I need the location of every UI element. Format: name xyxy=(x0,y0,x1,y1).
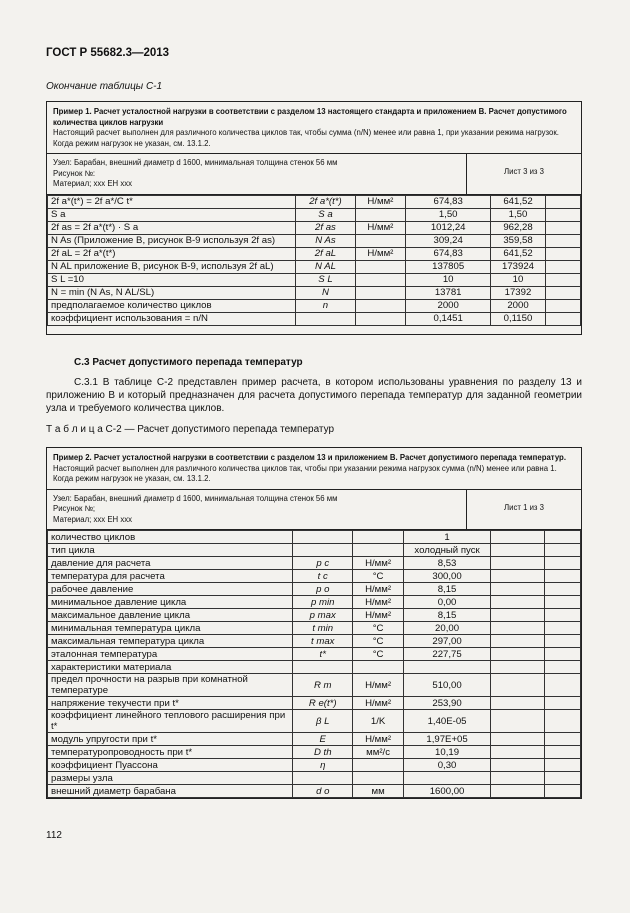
row-value-1: 674,83 xyxy=(405,195,491,208)
row-value: 1,40E-05 xyxy=(403,710,491,733)
row-empty xyxy=(491,697,545,710)
row-empty xyxy=(545,247,580,260)
row-unit xyxy=(353,661,403,674)
row-symbol xyxy=(296,312,356,325)
row-unit xyxy=(353,544,403,557)
row-empty xyxy=(491,544,545,557)
row-value: холодный пуск xyxy=(403,544,491,557)
table-row xyxy=(48,697,581,710)
row-value: 1600,00 xyxy=(403,785,491,798)
row-value: 1,97E+05 xyxy=(403,733,491,746)
row-label: 2f as = 2f a*(t*) · S a xyxy=(48,221,296,234)
table-row xyxy=(48,596,581,609)
row-unit: мм xyxy=(353,785,403,798)
row-symbol: p min xyxy=(293,596,353,609)
row-value-1: 1,50 xyxy=(405,208,491,221)
row-unit xyxy=(355,286,405,299)
row-unit xyxy=(355,299,405,312)
example1-meta-line: Узел: Барабан, внешний диаметр d 1600, минимальная толщина стенок 56 мм xyxy=(53,158,338,167)
row-unit xyxy=(353,531,403,544)
row-empty xyxy=(544,544,580,557)
row-value xyxy=(403,772,491,785)
table-row xyxy=(48,622,581,635)
row-empty xyxy=(545,299,580,312)
row-value-2: 0,1150 xyxy=(491,312,545,325)
row-empty xyxy=(544,622,580,635)
row-unit: Н/мм² xyxy=(355,247,405,260)
row-value-1: 309,24 xyxy=(405,234,491,247)
row-empty xyxy=(491,710,545,733)
row-label: предполагаемое количество циклов xyxy=(48,299,296,312)
row-value-1: 137805 xyxy=(405,260,491,273)
row-symbol: t max xyxy=(293,635,353,648)
row-label: модуль упругости при t* xyxy=(48,733,293,746)
row-empty xyxy=(544,635,580,648)
row-unit: Н/мм² xyxy=(353,733,403,746)
row-empty xyxy=(545,234,580,247)
row-symbol: S a xyxy=(296,208,356,221)
row-label: коэффициент линейного теплового расширения при t* xyxy=(48,710,293,733)
table-continuation-label: Окончание таблицы С-1 xyxy=(46,81,163,92)
row-value-1: 10 xyxy=(405,273,491,286)
row-label: максимальное давление цикла xyxy=(48,609,293,622)
row-value-1: 13781 xyxy=(405,286,491,299)
row-label: 2f aL = 2f a*(t*) xyxy=(48,247,296,260)
row-empty xyxy=(545,273,580,286)
row-empty xyxy=(544,609,580,622)
table-row xyxy=(48,273,581,286)
table-row xyxy=(48,234,581,247)
row-unit: Н/мм² xyxy=(353,583,403,596)
row-symbol: p c xyxy=(293,557,353,570)
example2-header xyxy=(47,448,581,490)
row-label: температуропроводность при t* xyxy=(48,746,293,759)
page-header: ГОСТ Р 55682.3—2013 xyxy=(46,47,170,59)
row-symbol: 2f as xyxy=(296,221,356,234)
section-title: С.3 Расчет допустимого перепада температур xyxy=(74,357,303,368)
row-unit xyxy=(355,312,405,325)
row-label: рабочее давление xyxy=(48,583,293,596)
row-unit: °С xyxy=(353,635,403,648)
example1-meta xyxy=(47,154,581,195)
row-symbol: R m xyxy=(293,674,353,697)
row-value: 227,75 xyxy=(403,648,491,661)
row-symbol xyxy=(293,544,353,557)
row-value: 20,00 xyxy=(403,622,491,635)
example1-table xyxy=(47,195,581,326)
row-unit: Н/мм² xyxy=(353,557,403,570)
row-symbol: R e(t*) xyxy=(293,697,353,710)
row-unit: Н/мм² xyxy=(353,674,403,697)
row-empty xyxy=(491,570,545,583)
example2-description: Настоящий расчет выполнен для различного количества циклов так, чтобы при указании режима нагрузок сумма (n/N) менее или равна 1. Когда режим нагрузок не указан, см. 13.1.2. xyxy=(53,463,557,483)
row-value: 8,15 xyxy=(403,609,491,622)
example1-header xyxy=(47,102,581,154)
row-empty xyxy=(491,531,545,544)
row-symbol: η xyxy=(293,759,353,772)
row-symbol: 2f a*(t*) xyxy=(296,195,356,208)
row-value: 10,19 xyxy=(403,746,491,759)
row-label: давление для расчета xyxy=(48,557,293,570)
row-unit: °С xyxy=(353,570,403,583)
table-row xyxy=(48,733,581,746)
row-empty xyxy=(544,772,580,785)
row-value: 8,15 xyxy=(403,583,491,596)
row-symbol: D th xyxy=(293,746,353,759)
row-label: N As (Приложение В, рисунок В-9 используя 2f as) xyxy=(48,234,296,247)
row-symbol: E xyxy=(293,733,353,746)
row-symbol xyxy=(293,772,353,785)
row-value: 0,00 xyxy=(403,596,491,609)
row-empty xyxy=(544,733,580,746)
row-label: коэффициент Пуассона xyxy=(48,759,293,772)
row-symbol: 2f aL xyxy=(296,247,356,260)
row-label: N = min (N As, N AL/SL) xyxy=(48,286,296,299)
row-empty xyxy=(491,733,545,746)
row-empty xyxy=(545,208,580,221)
row-value-2: 641,52 xyxy=(491,195,545,208)
row-empty xyxy=(491,648,545,661)
row-label: 2f a*(t*) = 2f a*/C t* xyxy=(48,195,296,208)
row-empty xyxy=(544,746,580,759)
row-empty xyxy=(545,221,580,234)
example2-table xyxy=(47,530,581,798)
row-unit: Н/мм² xyxy=(355,221,405,234)
row-symbol: t* xyxy=(293,648,353,661)
row-empty xyxy=(544,710,580,733)
row-empty xyxy=(544,583,580,596)
table-row xyxy=(48,648,581,661)
row-unit xyxy=(355,260,405,273)
row-label: температура для расчета xyxy=(48,570,293,583)
row-label: S L =10 xyxy=(48,273,296,286)
row-empty xyxy=(491,596,545,609)
row-label: эталонная температура xyxy=(48,648,293,661)
example2-sheet: Лист 1 из 3 xyxy=(503,502,545,512)
example2-frame xyxy=(46,447,582,799)
row-value-2: 641,52 xyxy=(491,247,545,260)
row-unit xyxy=(353,772,403,785)
table-row xyxy=(48,674,581,697)
row-label: количество циклов xyxy=(48,531,293,544)
row-unit: 1/K xyxy=(353,710,403,733)
example2-meta-line: Рисунок №; xyxy=(53,504,96,513)
row-empty xyxy=(491,746,545,759)
row-empty xyxy=(544,785,580,798)
row-value: 8,53 xyxy=(403,557,491,570)
example1-frame xyxy=(46,101,582,335)
table-row xyxy=(48,583,581,596)
row-empty xyxy=(491,609,545,622)
table-row xyxy=(48,221,581,234)
row-empty xyxy=(491,772,545,785)
row-symbol: p max xyxy=(293,609,353,622)
row-value-2: 962,28 xyxy=(491,221,545,234)
row-value-2: 17392 xyxy=(491,286,545,299)
row-value: 1 xyxy=(403,531,491,544)
example1-title: Пример 1. Расчет усталостной нагрузки в соответствии с разделом 13 настоящего стандарта и приложением В. Расчет допустимого количества циклов нагрузки xyxy=(53,107,567,127)
row-unit xyxy=(355,273,405,286)
row-value-2: 359,58 xyxy=(491,234,545,247)
row-label: N AL приложение В, рисунок В-9, используя 2f aL) xyxy=(48,260,296,273)
row-symbol: N xyxy=(296,286,356,299)
example2-meta xyxy=(47,490,581,531)
table-row xyxy=(48,195,581,208)
example1-meta-line: Материал; ххх ЕН ххх xyxy=(53,179,133,188)
row-label: размеры узла xyxy=(48,772,293,785)
row-symbol: t c xyxy=(293,570,353,583)
row-empty xyxy=(544,648,580,661)
row-empty xyxy=(491,635,545,648)
row-empty xyxy=(491,785,545,798)
table-row xyxy=(48,247,581,260)
row-value-1: 1012,24 xyxy=(405,221,491,234)
table-caption: Т а б л и ц а С-2 — Расчет допустимого перепада температур xyxy=(46,424,335,435)
row-label: минимальная температура цикла xyxy=(48,622,293,635)
row-value-2: 1,50 xyxy=(491,208,545,221)
row-value-1: 674,83 xyxy=(405,247,491,260)
table-row xyxy=(48,635,581,648)
example1-meta-line: Рисунок №: xyxy=(53,168,96,178)
table-row xyxy=(48,557,581,570)
table-row xyxy=(48,661,581,674)
table-row xyxy=(48,609,581,622)
row-label: напряжение текучести при t* xyxy=(48,697,293,710)
table-row xyxy=(48,286,581,299)
table-row xyxy=(48,531,581,544)
example2-meta-line: Материал; ххх ЕН ххх xyxy=(53,514,133,524)
row-empty xyxy=(491,674,545,697)
row-value: 510,00 xyxy=(403,674,491,697)
row-symbol: n xyxy=(296,299,356,312)
row-empty xyxy=(544,557,580,570)
row-symbol: N AL xyxy=(296,260,356,273)
row-empty xyxy=(545,195,580,208)
row-empty xyxy=(491,583,545,596)
row-symbol: t min xyxy=(293,622,353,635)
row-label: внешний диаметр барабана xyxy=(48,785,293,798)
table-row xyxy=(48,785,581,798)
row-unit: °С xyxy=(353,622,403,635)
row-unit: Н/мм² xyxy=(353,596,403,609)
row-symbol: S L xyxy=(296,273,356,286)
row-empty xyxy=(491,661,545,674)
row-symbol: N As xyxy=(296,234,356,247)
row-value-1: 2000 xyxy=(405,299,491,312)
row-value-2: 2000 xyxy=(491,299,545,312)
table-row xyxy=(48,570,581,583)
row-label: коэффициент использования = n/N xyxy=(48,312,296,325)
row-unit: Н/мм² xyxy=(355,195,405,208)
row-empty xyxy=(544,596,580,609)
example2-meta-line: Узел: Барабан, внешний диаметр d 1600, минимальная толщина стенок 56 мм xyxy=(53,493,338,503)
example1-sheet: Лист 3 из 3 xyxy=(503,167,545,176)
row-unit: °С xyxy=(353,648,403,661)
row-value: 300,00 xyxy=(403,570,491,583)
row-empty xyxy=(545,286,580,299)
row-unit xyxy=(353,759,403,772)
row-symbol: d o xyxy=(293,785,353,798)
row-value-2: 10 xyxy=(491,273,545,286)
row-empty xyxy=(544,531,580,544)
row-symbol: p o xyxy=(293,583,353,596)
row-unit xyxy=(355,208,405,221)
row-unit: Н/мм² xyxy=(353,697,403,710)
row-label: тип цикла xyxy=(48,544,293,557)
row-label: характеристики материала xyxy=(48,661,293,674)
row-unit: мм²/с xyxy=(353,746,403,759)
row-label: S a xyxy=(48,208,296,221)
row-empty xyxy=(544,674,580,697)
row-empty xyxy=(544,661,580,674)
section-paragraph: С.3.1 В таблице С-2 представлен пример расчета, в котором использованы уравнения по разделу 13 и приложению В и который предназначен для расчета допустимого перепада температур для заданной геометрии узла и требуемого количества циклов. xyxy=(46,377,582,414)
row-unit xyxy=(355,234,405,247)
row-empty xyxy=(491,759,545,772)
table-row xyxy=(48,260,581,273)
example2-title: Пример 2. Расчет усталостной нагрузки в соответствии с разделом 13 и приложением В. Расчет допустимого перепада температур. xyxy=(53,453,566,462)
row-label: предел прочности на разрыв при комнатной температуре xyxy=(48,674,293,697)
row-empty xyxy=(491,557,545,570)
row-value: 253,90 xyxy=(403,697,491,710)
row-label: максимальная температура цикла xyxy=(48,635,293,648)
row-symbol: β L xyxy=(293,710,353,733)
row-symbol xyxy=(293,531,353,544)
row-label: минимальное давление цикла xyxy=(48,596,293,609)
example1-description: Настоящий расчет выполнен для различного количества циклов так, чтобы сумма (n/N) менее или равна 1, при указании режима нагрузок. Когда режим нагрузок не указан, см. 13.1.2. xyxy=(53,128,559,148)
row-empty xyxy=(544,759,580,772)
row-empty xyxy=(491,622,545,635)
table-row xyxy=(48,710,581,733)
table-row xyxy=(48,312,581,325)
table-row xyxy=(48,208,581,221)
table-row xyxy=(48,772,581,785)
row-empty xyxy=(545,260,580,273)
table-row xyxy=(48,299,581,312)
row-value-1: 0,1451 xyxy=(405,312,491,325)
table-row xyxy=(48,544,581,557)
row-value: 297,00 xyxy=(403,635,491,648)
row-value: 0,30 xyxy=(403,759,491,772)
page-number: 112 xyxy=(46,830,62,841)
row-empty xyxy=(545,312,580,325)
row-empty xyxy=(544,570,580,583)
table-row xyxy=(48,746,581,759)
row-value xyxy=(403,661,491,674)
row-symbol xyxy=(293,661,353,674)
table-row xyxy=(48,759,581,772)
row-unit: Н/мм² xyxy=(353,609,403,622)
row-value-2: 173924 xyxy=(491,260,545,273)
row-empty xyxy=(544,697,580,710)
